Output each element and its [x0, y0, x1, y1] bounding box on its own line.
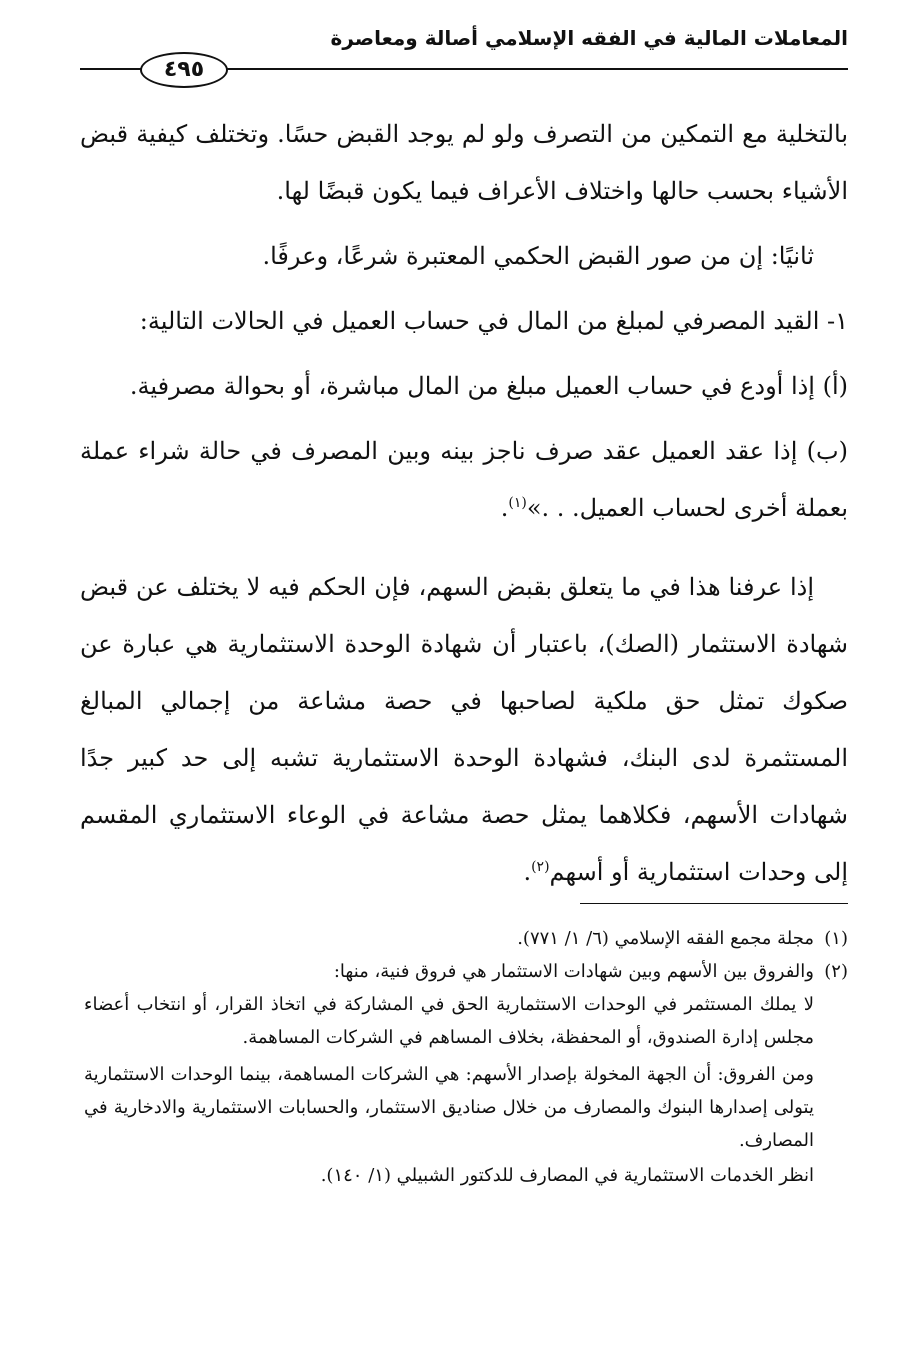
paragraph-3: ١- القيد المصرفي لمبلغ من المال في حساب العميل في الحالات التالية: [139, 307, 848, 335]
footnote-2-source: انظر الخدمات الاستثمارية في المصارف للدكتور الشبيلي (١/ ١٤٠). [320, 1165, 814, 1186]
footnote-1-mark: (١) [824, 928, 848, 949]
paragraph-5-text: (ب) إذا عقد العميل عقد صرف ناجز بينه وبين المصرف في حالة شراء عملة بعملة أخرى لحساب العميل. . .» [80, 437, 848, 522]
paragraph-4: (أ) إذا أودع في حساب العميل مبلغ من المال مباشرة، أو بحوالة مصرفية. [129, 372, 848, 400]
paragraph-6 [80, 559, 848, 901]
page-number: ٤٩٥ [140, 52, 228, 88]
running-title: المعاملات المالية في الفقه الإسلامي أصالة ومعاصرة [330, 26, 848, 50]
paragraph-5 [80, 423, 848, 537]
paragraph-5-end: . [500, 494, 509, 522]
footnote-ref-1[interactable]: (١) [508, 495, 527, 511]
footnote-ref-2[interactable]: (٢) [531, 859, 550, 875]
footnote-2-point-2: ومن الفروق: أن الجهة المخولة بإصدار الأسهم: هي الشركات المساهمة، بينما الوحدات الاستثمارية يتولى إصدارها البنوك والمصارف من خلال صناديق الاستثمار، والحسابات الاستثمارية والادخارية في المصارف. [84, 1064, 814, 1151]
footnotes [84, 922, 848, 1192]
paragraph-1: بالتخلية مع التمكين من التصرف ولو لم يوجد القبض حسًا. وتختلف كيفية قبض الأشياء بحسب حالها واختلاف الأعراف فيما يكون قبضًا لها. [80, 120, 848, 205]
paragraph-6-end: . [523, 858, 532, 886]
footnote-2-point-1: لا يملك المستثمر في الوحدات الاستثمارية الحق في المشاركة في اتخاذ القرار، أو انتخاب أعضاء مجلس إدارة الصندوق، أو المحفظة، بخلاف المساهم في الشركات المساهمة. [84, 994, 814, 1048]
paragraph-6-text: إذا عرفنا هذا في ما يتعلق بقبض السهم، فإن الحكم فيه لا يختلف عن قبض شهادة الاستثمار (الصك)، باعتبار أن شهادة الوحدة الاستثمارية هي عبارة عن صكوك تمثل حق ملكية لصاحبها في حصة مشاعة من إجمالي المبالغ المستثمرة لدى البنك، فشهادة الوحدة الاستثمارية تشبه إلى حد كبير جدًا شهادات الأسهم، فكلاهما يمثل حصة مشاعة في الوعاء الاستثماري المقسم إلى وحدات استثمارية أو أسهم [80, 573, 848, 886]
footnote-1-text: مجلة مجمع الفقه الإسلامي (٦/ ١/ ٧٧١). [517, 928, 814, 949]
main-text [80, 106, 848, 901]
footnote-1 [84, 922, 848, 955]
paragraph-2: ثانيًا: إن من صور القبض الحكمي المعتبرة شرعًا، وعرفًا. [262, 242, 814, 270]
footnote-2-intro: والفروق بين الأسهم وبين شهادات الاستثمار هي فروق فنية، منها: [333, 961, 814, 982]
footnote-2 [84, 955, 848, 1192]
footnote-2-mark: (٢) [824, 961, 848, 982]
footnote-separator [580, 903, 848, 904]
